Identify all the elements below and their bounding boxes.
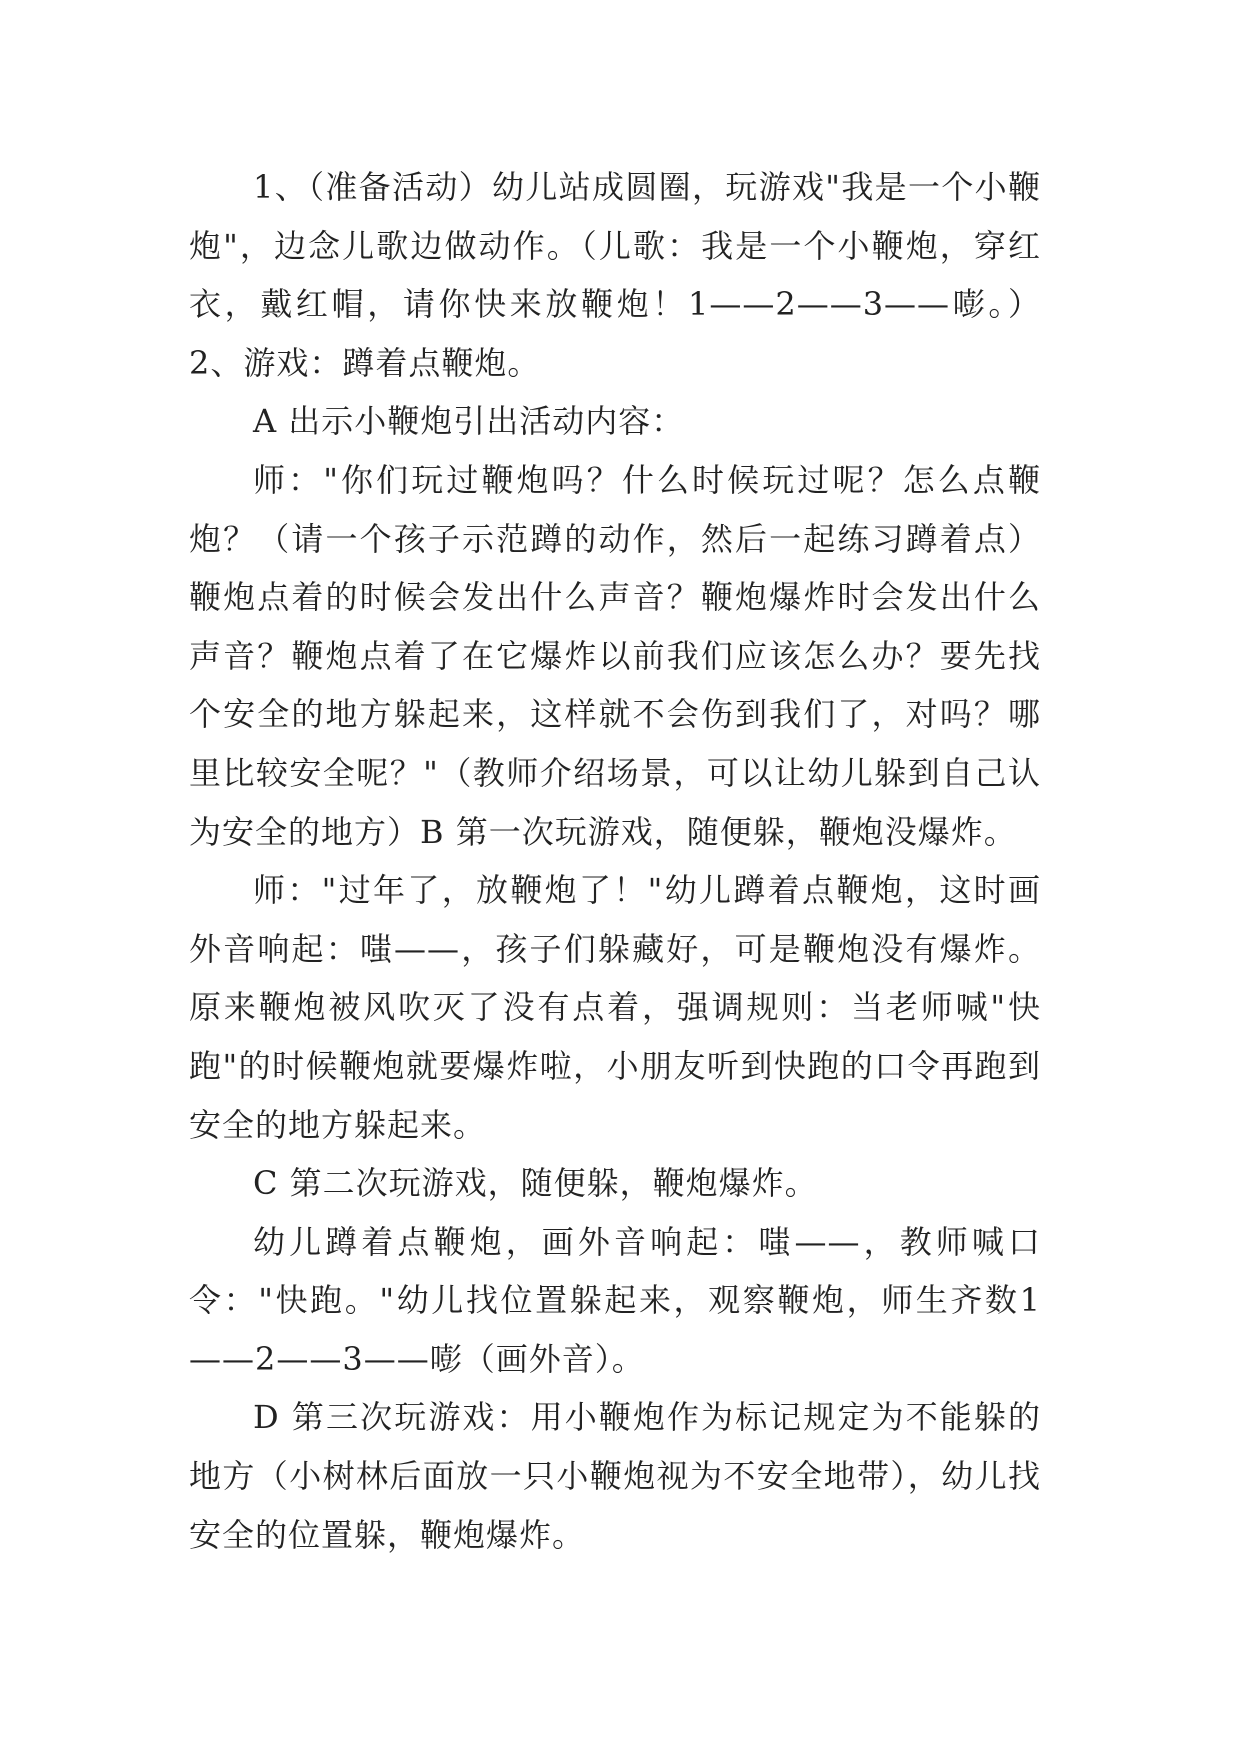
paragraph-teacher-questions: 师："你们玩过鞭炮吗？什么时候玩过呢？怎么点鞭炮？（请一个孩子示范蹲的动作，然后一起练习蹲着点）鞭炮点着的时候会发出什么声音？鞭炮爆炸时会发出什么声音？鞭炮点着了在它爆炸以前我们应该怎么办？要先找个安全的地方躲起来，这样就不会伤到我们了，对吗？哪里比较安全呢？"（教师介绍场景，可以让幼儿躲到自己认为安全的地方）B 第一次玩游戏，随便躲，鞭炮没爆炸。: [189, 460, 1041, 851]
paragraph-section-a: A 出示小鞭炮引出活动内容：: [253, 402, 685, 441]
paragraph-section-d: D 第三次玩游戏：用小鞭炮作为标记规定为不能躲的地方（小树林后面放一只小鞭炮视为不安全地带），幼儿找安全的位置躲，鞭炮爆炸。: [189, 1398, 1041, 1554]
paragraph-teacher-new-year: 师："过年了，放鞭炮了！"幼儿蹲着点鞭炮，这时画外音响起：嗤——，孩子们躲藏好，可是鞭炮没有爆炸。原来鞭炮被风吹灭了没有点着，强调规则：当老师喊"快跑"的时候鞭炮就要爆炸啦，小朋友听到快跑的口令再跑到安全的地方躲起来。: [189, 871, 1041, 1144]
paragraph-section-c: C 第二次玩游戏，随便躲，鞭炮爆炸。: [253, 1164, 818, 1203]
document-body: [189, 158, 1041, 1564]
paragraph-second-play: 幼儿蹲着点鞭炮，画外音响起：嗤——，教师喊口令："快跑。"幼儿找位置躲起来，观察鞭炮，师生齐数1——2——3——嘭（画外音）。: [189, 1222, 1041, 1378]
paragraph-warmup-activity: 1、（准备活动）幼儿站成圆圈，玩游戏"我是一个小鞭炮"，边念儿歌边做动作。（儿歌：我是一个小鞭炮，穿红衣，戴红帽，请你快来放鞭炮！1——2——3——嘭。）2、游戏：蹲着点鞭炮。: [189, 168, 1041, 382]
